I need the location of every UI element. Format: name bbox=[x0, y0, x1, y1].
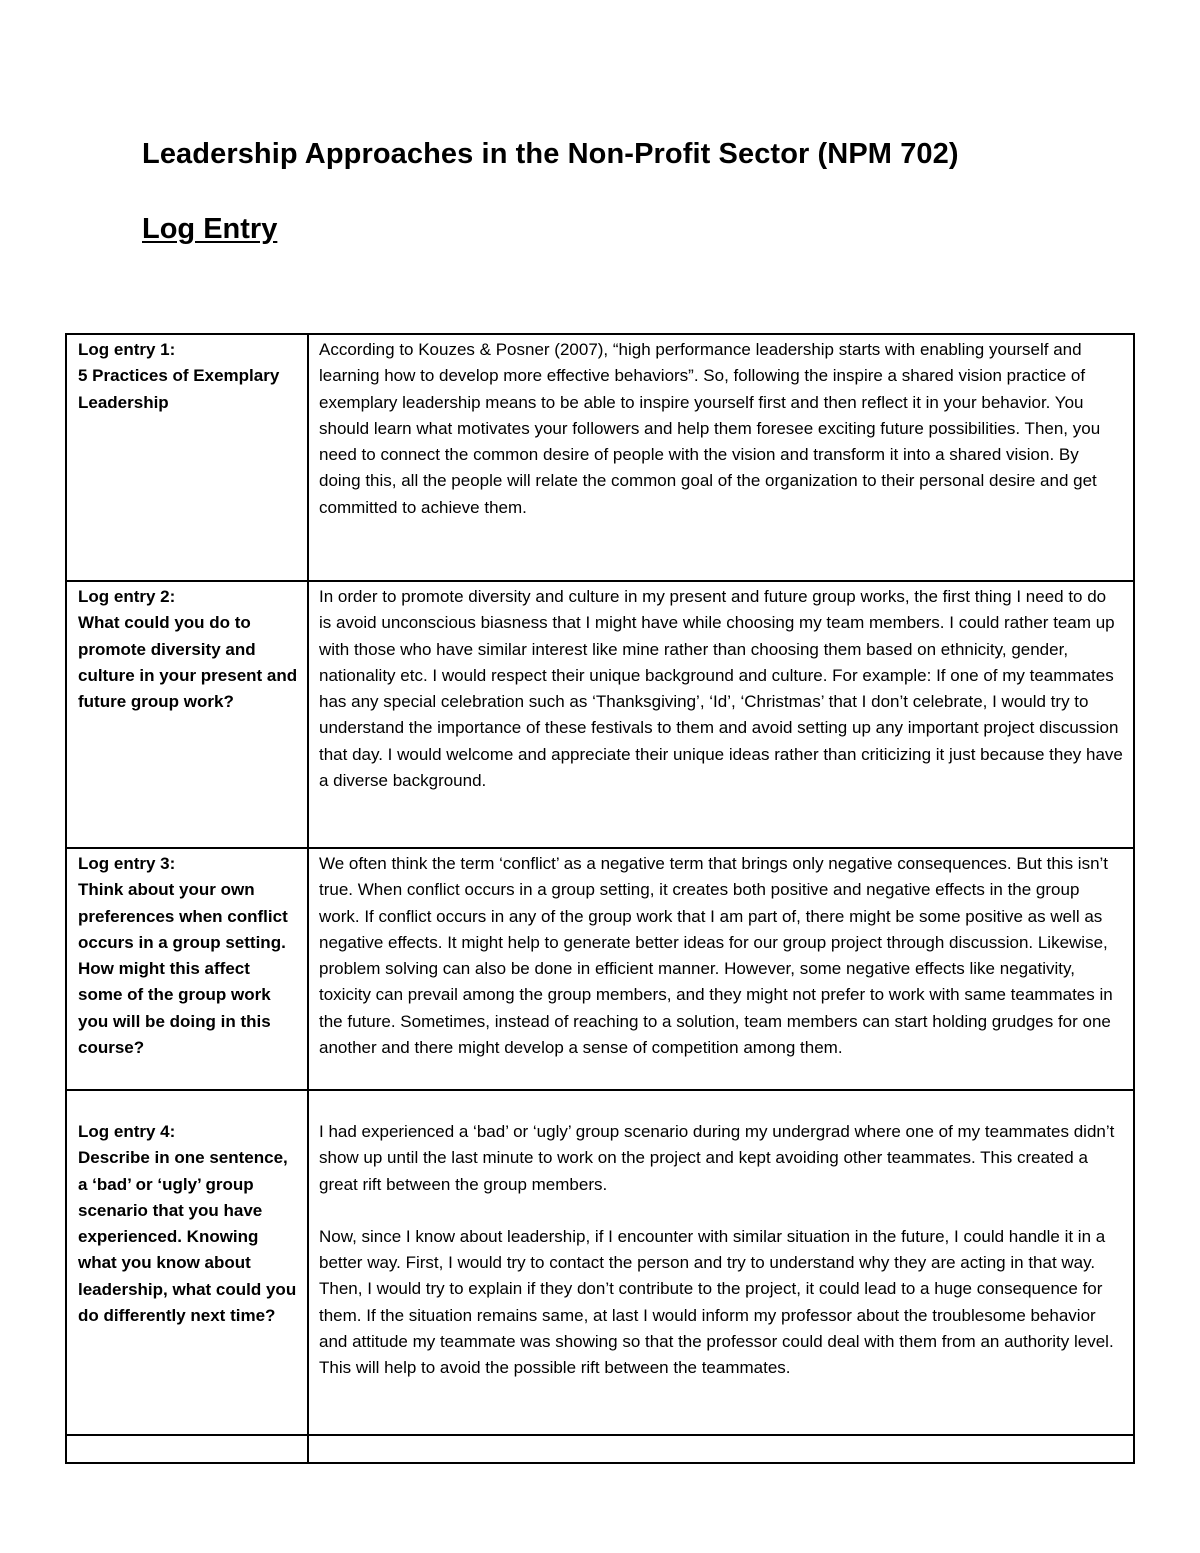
log-entry-answer-paragraph-2: Now, since I know about leadership, if I encounter with similar situation in the future, I could handle it in a better way. First, I would try to contact the person and try to understand why they are acting in that way. Then, I would try to explain if they don’t contribute to the project, it could lead to a huge consequence for them. If the situation remains same, at last I would inform my professor about the troublesome behavior and attitude my teammate was showing so that the professor could deal with them from an authority level. This will help to avoid the possible rift between the teammates. bbox=[319, 1226, 1114, 1378]
table-row-empty bbox=[66, 1435, 1134, 1463]
empty-cell bbox=[308, 1435, 1134, 1463]
empty-cell bbox=[66, 1435, 308, 1463]
log-entry-answer-paragraph-1: I had experienced a ‘bad’ or ‘ugly’ group scenario during my undergrad where one of my teammates didn’t show up until the last minute to work on the project and kept avoiding other teammates. This created a great rift between the group members. bbox=[319, 1122, 1115, 1194]
log-entry-answer: According to Kouzes & Posner (2007), “high performance leadership starts with enabling yourself and learning how to develop more effective behaviors”. So, following the inspire a shared vision practice of exemplary leadership means to be able to inspire yourself first and then reflect it in your behavior. You should learn what motivates your followers and help them foresee exciting future possibilities. Then, you need to connect the common desire of people with the vision and transform it into a shared vision. By doing this, all the people will relate the common goal of the organization to their personal desire and get committed to achieve them. bbox=[319, 340, 1101, 517]
log-entry-question: 5 Practices of Exemplary Leadership bbox=[78, 366, 280, 412]
log-entry-answer: In order to promote diversity and culture in my present and future group works, the first thing I need to do is avoid unconscious biasness that I might have while choosing my team members. I could rather team up with those who have similar interest like mine rather than choosing them based on ethnicity, gender, nationality etc. I would respect their unique background and culture. For example: If one of my teammates has any special celebration such as ‘Thanksgiving’, ‘Id’, ‘Christmas’ that I don’t celebrate, I would try to understand the importance of these festivals to them and avoid setting up any important project discussion that day. I would welcome and appreciate their unique ideas rather than criticizing it just because they have a diverse background. bbox=[319, 587, 1123, 791]
log-entry-3-answer-cell bbox=[308, 848, 1134, 1090]
log-entry-4-question-cell bbox=[66, 1090, 308, 1435]
blank-line bbox=[319, 1093, 1123, 1119]
table-row bbox=[66, 334, 1134, 581]
log-entry-question: Describe in one sentence, a ‘bad’ or ‘ugly’ group scenario that you have experienced. Knowing what you know about leadership, what could you do differently next time? bbox=[78, 1148, 297, 1326]
log-entry-4-answer-cell bbox=[308, 1090, 1134, 1435]
table-row bbox=[66, 1090, 1134, 1435]
log-entry-1-answer-cell bbox=[308, 334, 1134, 581]
log-entry-answer: We often think the term ‘conflict’ as a negative term that brings only negative consequences. But this isn’t true. When conflict occurs in a group setting, it creates both positive and negative effects in the group work. If conflict occurs in any of the group work that I am part of, there might be some positive as well as negative effects. It might help to generate better ideas for our group project through discussion. Likewise, problem solving can also be done in efficient manner. However, some negative effects like negativity, toxicity can prevail among the group members, and they might not prefer to work with same teammates in the future. Sometimes, instead of reaching to a solution, team members can start holding grudges for one another and there might develop a sense of competition among them. bbox=[319, 854, 1113, 1058]
log-entry-1-question-cell bbox=[66, 334, 308, 581]
log-entry-label: Log entry 4: bbox=[78, 1122, 176, 1141]
log-entry-2-question-cell bbox=[66, 581, 308, 848]
table-row bbox=[66, 581, 1134, 848]
log-entry-2-answer-cell bbox=[308, 581, 1134, 848]
log-entry-question: Think about your own preferences when conflict occurs in a group setting. How might this affect some of the group work you will be doing in this course? bbox=[78, 880, 288, 1058]
document-title: Leadership Approaches in the Non-Profit Sector (NPM 702) bbox=[142, 138, 959, 170]
log-entry-label: Log entry 2: bbox=[78, 587, 176, 606]
log-entry-table bbox=[65, 333, 1135, 1464]
log-entry-label: Log entry 3: bbox=[78, 854, 176, 873]
table-row bbox=[66, 848, 1134, 1090]
blank-line bbox=[78, 1093, 299, 1119]
log-entry-question: What could you do to promote diversity and culture in your present and future group work? bbox=[78, 613, 298, 712]
document-subtitle: Log Entry bbox=[142, 213, 278, 245]
log-entry-label: Log entry 1: bbox=[78, 340, 176, 359]
log-entry-3-question-cell bbox=[66, 848, 308, 1090]
